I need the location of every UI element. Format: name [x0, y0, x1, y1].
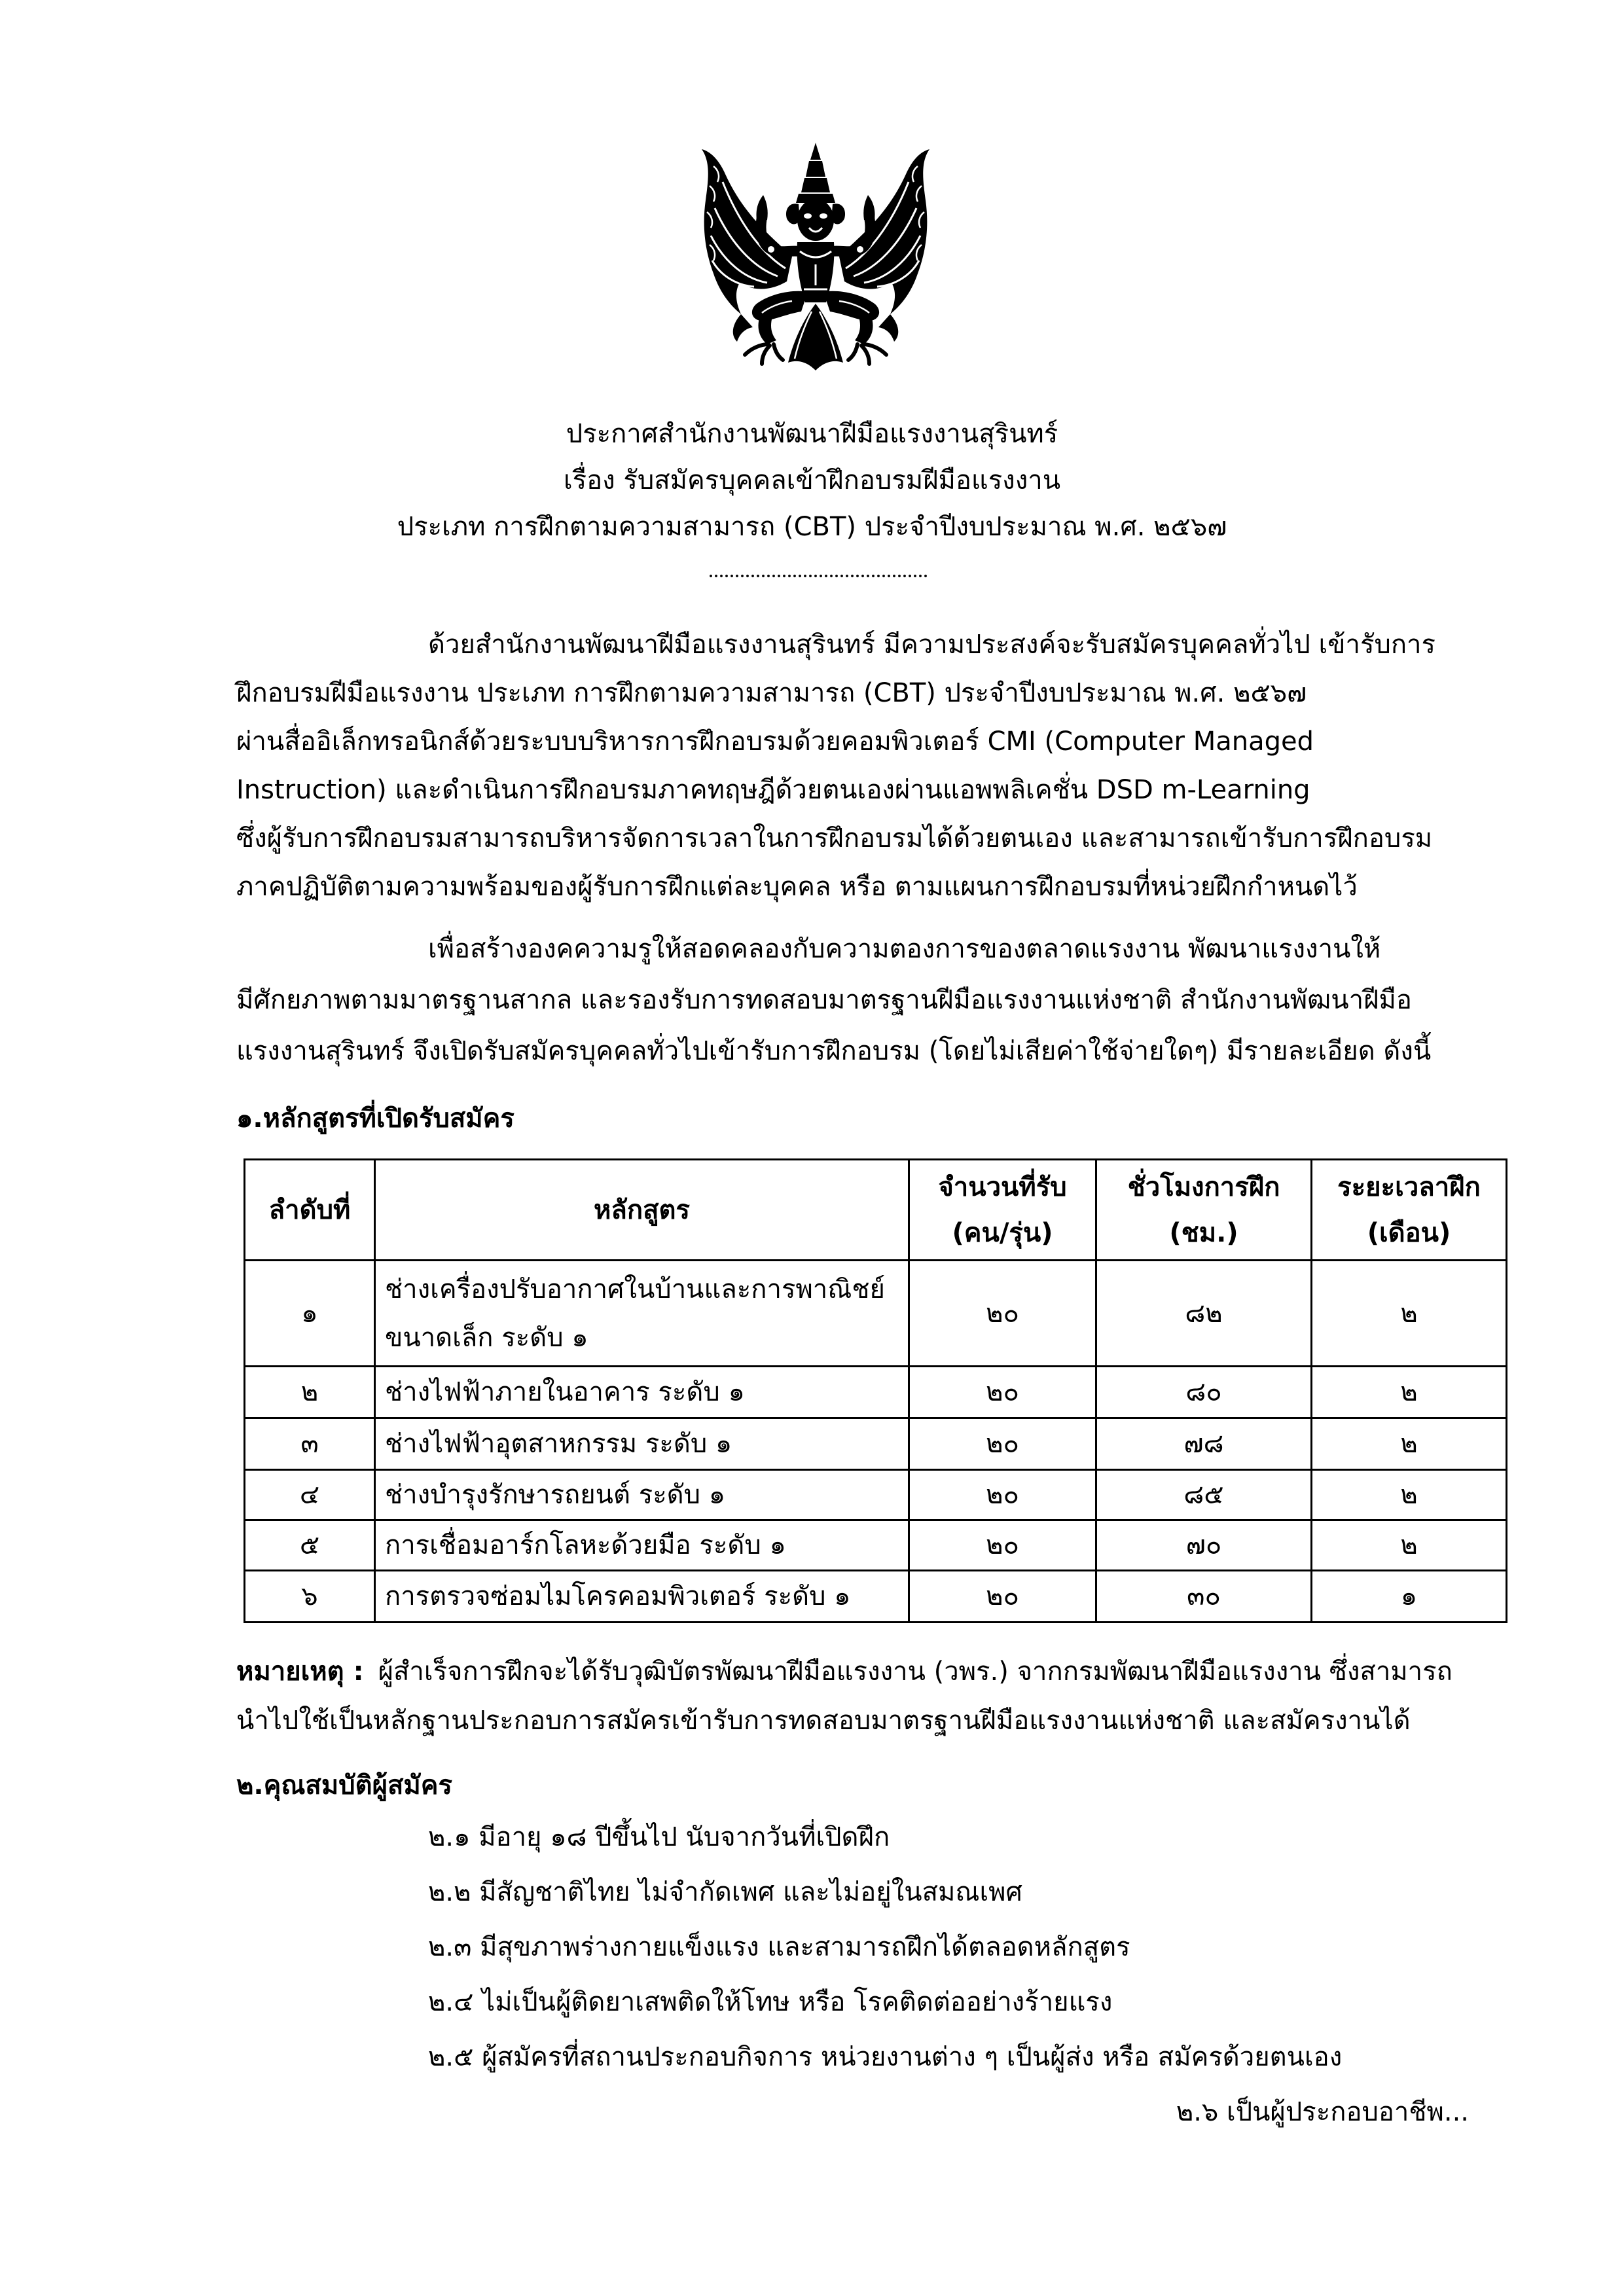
- paragraph-line: ผ่านสื่ออิเล็กทรอนิกส์ด้วยระบบบริหารการฝึกอบรมด้วยคอมพิวเตอร์ CMI (Computer Managed: [236, 726, 1314, 757]
- paragraph-line: Instruction) และดำเนินการฝึกอบรมภาคทฤษฎีด้วยตนเองผ่านแอพพลิเคชั่น DSD m-Learning: [236, 775, 1310, 805]
- qualification-item: ๒.๔ ไม่เป็นผู้ติดยาเสพติดให้โทษ หรือ โรคติดต่ออย่างร้ายแรง: [428, 1987, 1113, 2017]
- remark-line: นำไปใช้เป็นหลักฐานประกอบการสมัครเข้ารับการทดสอบมาตรฐานฝีมือแรงงานแห่งชาติ และสมัครงานได้: [236, 1706, 1411, 1736]
- cell-no: ๔: [245, 1470, 375, 1520]
- document-body: [236, 620, 1506, 2140]
- garuda-emblem: [694, 140, 937, 377]
- announcement-subject: เรื่อง รับสมัครบุคคลเข้าฝึกอบรมฝีมือแรงงาน: [563, 465, 1061, 495]
- paragraph-line: ภาคปฏิบัติตามความพร้อมของผู้รับการฝึกแต่ละบุคคล หรือ ตามแผนการฝึกอบรมที่หน่วยฝึกกำหนดไว้: [236, 872, 1358, 902]
- qualification-item: ๒.๓ มีสุขภาพร่างกายแข็งแรง และสามารถฝึกได้ตลอดหลักสูตร: [428, 1932, 1130, 1962]
- title-divider: [708, 574, 927, 578]
- remark-note: [236, 1647, 1481, 1746]
- cell-course: [375, 1571, 909, 1623]
- header-line: (คน/รุ่น): [952, 1217, 1053, 1248]
- section-heading-courses: ๑.หลักสูตรที่เปิดรับสมัคร: [236, 1103, 514, 1134]
- cell-hours: ๘๕: [1096, 1470, 1312, 1520]
- table-header-intake: [909, 1160, 1096, 1261]
- cell-hours: ๓๐: [1096, 1571, 1312, 1623]
- table-row: [245, 1470, 1507, 1520]
- paragraph-line: ฝึกอบรมฝีมือแรงงาน ประเภท การฝึกตามความสามารถ (CBT) ประจำปีงบประมาณ พ.ศ. ๒๕๖๗: [236, 678, 1307, 708]
- cell-course: [375, 1520, 909, 1571]
- course-line: ช่างบำรุงรักษารถยนต์ ระดับ ๑: [385, 1480, 726, 1510]
- section-heading-qualifications: ๒.คุณสมบัติผู้สมัคร: [236, 1770, 453, 1801]
- cell-duration: ๑: [1312, 1571, 1507, 1623]
- table-header-row: [245, 1160, 1507, 1261]
- paragraph-line: ซึ่งผู้รับการฝึกอบรมสามารถบริหารจัดการเวลาในการฝึกอบรมได้ด้วยตนเอง และสามารถเข้ารับการฝึกอบรม: [236, 823, 1433, 853]
- cell-course: [375, 1470, 909, 1520]
- table-header-hours: [1096, 1160, 1312, 1261]
- qualification-list: [236, 1810, 1481, 2140]
- qualification-item: ๒.๕ ผู้สมัครที่สถานประกอบกิจการ หน่วยงานต่าง ๆ เป็นผู้ส่ง หรือ สมัครด้วยตนเอง: [428, 2042, 1343, 2072]
- announcement-title: ประกาศสำนักงานพัฒนาฝีมือแรงงานสุรินทร์: [566, 419, 1058, 449]
- cell-no: ๖: [245, 1571, 375, 1623]
- cell-duration: ๒: [1312, 1470, 1507, 1520]
- courses-table: [244, 1158, 1507, 1623]
- cell-course: [375, 1418, 909, 1470]
- cell-no: ๕: [245, 1520, 375, 1571]
- cell-intake: ๒๐: [909, 1571, 1096, 1623]
- cell-duration: ๒: [1312, 1261, 1507, 1367]
- cell-hours: ๗๘: [1096, 1418, 1312, 1470]
- cell-duration: ๒: [1312, 1520, 1507, 1571]
- cell-duration: ๒: [1312, 1418, 1507, 1470]
- cell-intake: ๒๐: [909, 1470, 1096, 1520]
- qualification-item-continued: ๒.๖ เป็นผู้ประกอบอาชีพ...: [1176, 2097, 1469, 2127]
- intro-paragraph-2: [236, 924, 1481, 1077]
- cell-no: ๓: [245, 1418, 375, 1470]
- course-line: ช่างไฟฟ้าอุตสาหกรรม ระดับ ๑: [385, 1429, 732, 1459]
- qualification-item: ๒.๑ มีอายุ ๑๘ ปีขึ้นไป นับจากวันที่เปิดฝึก: [428, 1822, 890, 1852]
- cell-hours: ๘๐: [1096, 1367, 1312, 1418]
- table-header-no: ลำดับที่: [245, 1160, 375, 1261]
- cell-duration: ๒: [1312, 1367, 1507, 1418]
- garuda-head: [797, 199, 834, 241]
- remark-line: [236, 1647, 1481, 1696]
- cell-intake: ๒๐: [909, 1418, 1096, 1470]
- paragraph-line: ด้วยสำนักงานพัฒนาฝีมือแรงงานสุรินทร์ มีความประสงค์จะรับสมัครบุคคลทั่วไป เข้ารับการ: [428, 630, 1436, 660]
- table-header-duration: [1312, 1160, 1507, 1261]
- paragraph-line: แรงงานสุรินทร์ จึงเปิดรับสมัครบุคคลทั่วไปเข้ารับการฝึกอบรม (โดยไม่เสียค่าใช้จ่ายใดๆ) มีรายละเอียด ดังนี้: [236, 1036, 1432, 1066]
- paragraph-line: เพื่อสร้างองคความรูให้สอดคลองกับความตองการของตลาดแรงงาน พัฒนาแรงงานให้: [428, 934, 1381, 964]
- course-line: ช่างเครื่องปรับอากาศในบ้านและการพาณิชย์: [385, 1274, 885, 1304]
- cell-intake: ๒๐: [909, 1367, 1096, 1418]
- table-row: [245, 1367, 1507, 1418]
- course-line: ช่างไฟฟ้าภายในอาคาร ระดับ ๑: [385, 1377, 745, 1407]
- cell-hours: ๘๒: [1096, 1261, 1312, 1367]
- header-line: (ชม.): [1169, 1217, 1238, 1248]
- remark-label: หมายเหตุ :: [236, 1657, 364, 1687]
- table-row: [245, 1520, 1507, 1571]
- qualification-item: ๒.๒ มีสัญชาติไทย ไม่จำกัดเพศ และไม่อยู่ในสมณเพศ: [428, 1877, 1022, 1907]
- course-line: การตรวจซ่อมไมโครคอมพิวเตอร์ ระดับ ๑: [385, 1581, 851, 1611]
- announcement-type: ประเภท การฝึกตามความสามารถ (CBT) ประจำปีงบประมาณ พ.ศ. ๒๕๖๗: [397, 512, 1227, 542]
- announcement-header: [0, 411, 1624, 550]
- table-row: [245, 1261, 1507, 1367]
- header-line: (เดือน): [1367, 1217, 1451, 1248]
- header-line: ชั่วโมงการฝึก: [1127, 1172, 1280, 1202]
- course-line: การเชื่อมอาร์กโลหะด้วยมือ ระดับ ๑: [385, 1530, 786, 1560]
- course-line: ขนาดเล็ก ระดับ ๑: [385, 1322, 588, 1353]
- table-header-course: หลักสูตร: [375, 1160, 909, 1261]
- table-row: [245, 1571, 1507, 1623]
- cell-intake: ๒๐: [909, 1520, 1096, 1571]
- cell-intake: ๒๐: [909, 1261, 1096, 1367]
- remark-text: ผู้สำเร็จการฝึกจะได้รับวุฒิบัตรพัฒนาฝีมือแรงงาน (วพร.) จากกรมพัฒนาฝีมือแรงงาน ซึ่งสามารถ: [378, 1657, 1453, 1687]
- cell-course: [375, 1367, 909, 1418]
- garuda-crown: [796, 143, 835, 203]
- cell-no: ๒: [245, 1367, 375, 1418]
- cell-hours: ๗๐: [1096, 1520, 1312, 1571]
- header-line: จำนวนที่รับ: [938, 1172, 1067, 1202]
- cell-course: [375, 1261, 909, 1367]
- cell-no: ๑: [245, 1261, 375, 1367]
- table-row: [245, 1418, 1507, 1470]
- header-line: ระยะเวลาฝึก: [1337, 1172, 1481, 1202]
- intro-paragraph-1: [236, 620, 1481, 911]
- paragraph-line: มีศักยภาพตามมาตรฐานสากล และรองรับการทดสอบมาตรฐานฝีมือแรงงานแห่งชาติ สำนักงานพัฒนาฝีมือ: [236, 985, 1412, 1015]
